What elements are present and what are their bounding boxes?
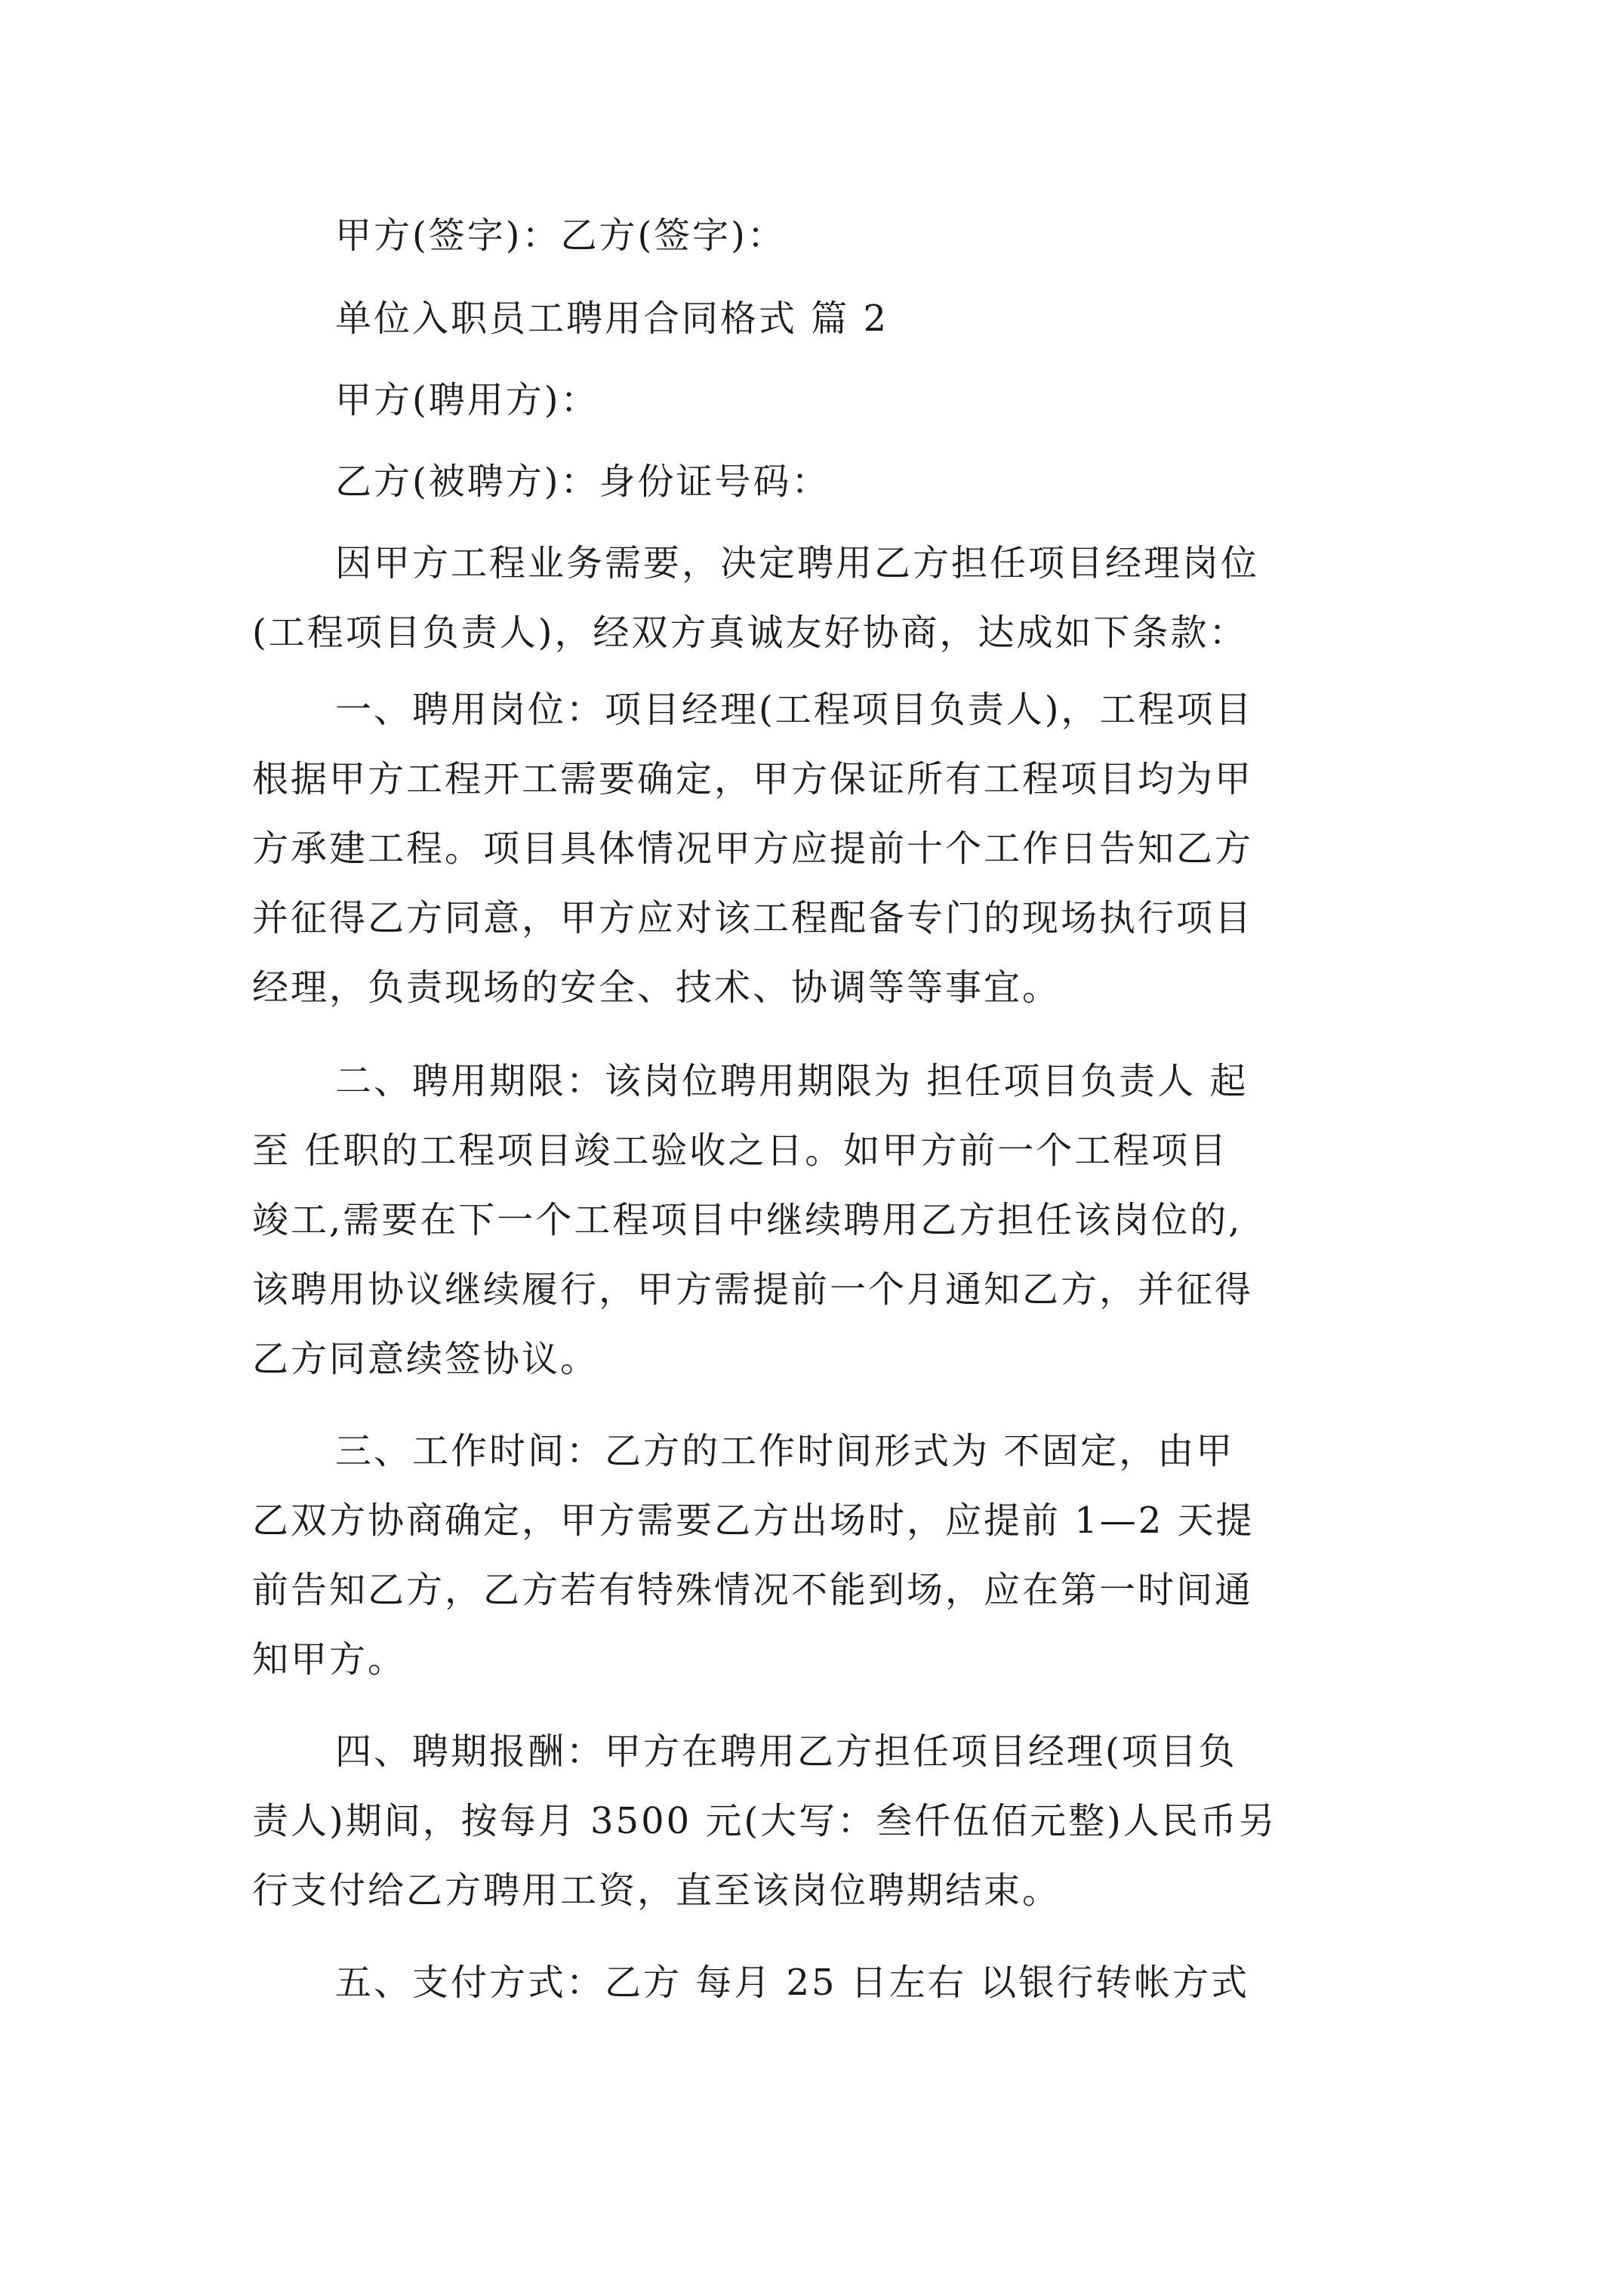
signature-line: 甲方(签字)：乙方(签字)： [335,214,786,257]
clause-3-line: 前告知乙方，乙方若有特殊情况不能到场，应在第一时间通 [252,1569,1254,1611]
clause-2-line: 竣工,需要在下一个工程项目中继续聘用乙方担任该岗位的, [252,1199,1243,1241]
clause-4-line: 四、聘期报酬：甲方在聘用乙方担任项目经理(项目负 [335,1730,1237,1773]
section-heading: 单位入职员工聘用合同格式 篇 2 [335,297,889,340]
clause-3-line: 三、工作时间：乙方的工作时间形式为 不固定，由甲 [335,1430,1235,1472]
party-b-line: 乙方(被聘方)：身份证号码： [335,461,830,503]
preamble-line: 因甲方工程业务需要，决定聘用乙方担任项目经理岗位 [335,542,1260,584]
clause-1-line: 并征得乙方同意，甲方应对该工程配备专门的现场执行项目 [252,897,1254,939]
clause-2-line: 二、聘用期限：该岗位聘用期限为 担任项目负责人 起 [335,1060,1249,1102]
clause-3-line: 乙双方协商确定，甲方需要乙方出场时，应提前 1—2 天提 [252,1499,1255,1542]
clause-1-line: 方承建工程。项目具体情况甲方应提前十个工作日告知乙方 [252,827,1254,870]
clause-1-line: 经理，负责现场的安全、技术、协调等等事宜。 [252,966,1061,1009]
preamble-line: (工程项目负责人)，经双方真诚友好协商，达成如下条款： [252,612,1248,654]
clause-1-line: 一、聘用岗位：项目经理(工程项目负责人)，工程项目 [335,689,1254,731]
clause-2-line: 乙方同意续签协议。 [252,1338,599,1380]
clause-2-line: 至 任职的工程项目竣工验收之日。如甲方前一个工程项目 [252,1130,1229,1172]
clause-4-line: 责人)期间，按每月 3500 元(大写：叁仟伍佰元整)人民币另 [252,1800,1277,1842]
clause-4-line: 行支付给乙方聘用工资，直至该岗位聘期结束。 [252,1869,1061,1912]
party-a-line: 甲方(聘用方)： [335,379,599,421]
clause-3-line: 知甲方。 [252,1638,407,1681]
clause-1-line: 根据甲方工程开工需要确定，甲方保证所有工程项目均为甲 [252,758,1254,800]
clause-5-line: 五、支付方式：乙方 每月 25 日左右 以银行转帐方式 [335,1962,1250,2004]
clause-2-line: 该聘用协议继续履行，甲方需提前一个月通知乙方，并征得 [252,1268,1254,1311]
